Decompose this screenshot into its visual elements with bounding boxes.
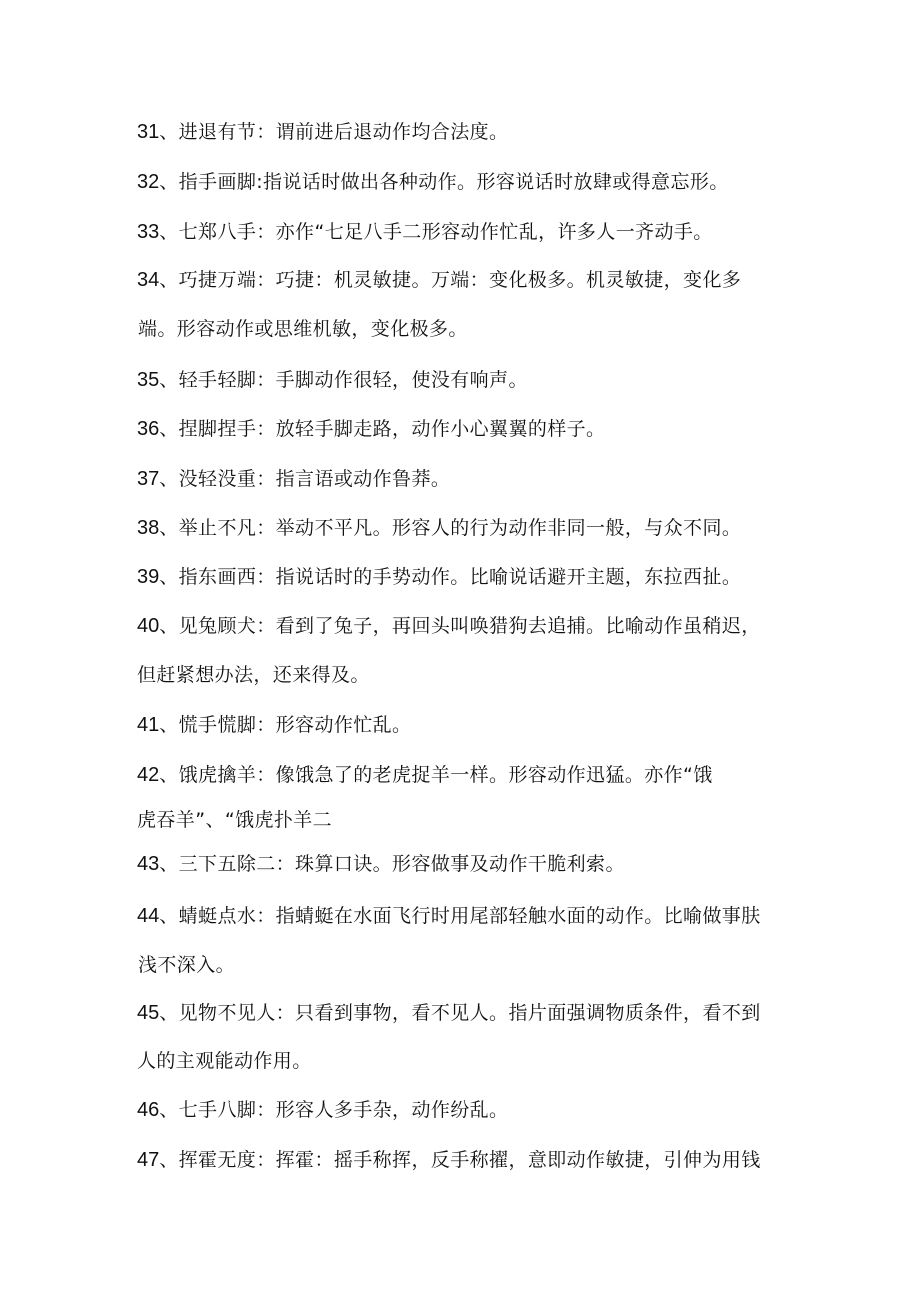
entry-37-line-1 — [137, 467, 797, 491]
entry-number: 47 — [137, 1149, 160, 1171]
entry-text: 、没轻没重：指言语或动作鲁莽。 — [159, 468, 451, 490]
entry-33-line-1 — [137, 220, 797, 244]
entry-36-line-1 — [137, 417, 797, 441]
entry-text-continued: 但赶紧想办法，还来得及。 — [137, 664, 370, 686]
entry-text: 、三下五除二：珠算口诀。形容做事及动作干脆利索。 — [159, 853, 625, 875]
entry-text: 、指手画脚:指说话时做出各种动作。形容说话时放肆或得意忘形。 — [159, 171, 729, 193]
entry-number: 33 — [137, 221, 160, 243]
entry-number: 32 — [137, 171, 160, 193]
entry-45-line-1 — [137, 1001, 797, 1025]
entry-32-line-1 — [137, 170, 797, 194]
entry-31-line-1 — [137, 120, 797, 144]
entry-text: 、进退有节：谓前进后退动作均合法度。 — [159, 121, 509, 143]
entry-number: 40 — [137, 615, 160, 637]
entry-number: 42 — [137, 764, 160, 786]
entry-number: 31 — [137, 121, 160, 143]
entry-text-continued: 虎吞羊”、“饿虎扑羊二 — [137, 809, 333, 831]
entry-text: 、七手八脚：形容人多手杂，动作纷乱。 — [159, 1099, 509, 1121]
entry-text: 、蜻蜓点水：指蜻蜓在水面飞行时用尾部轻触水面的动作。比喻做事肤 — [159, 905, 761, 927]
entry-43-line-1 — [137, 852, 797, 876]
entry-number: 37 — [137, 468, 160, 490]
entry-39-line-1 — [137, 565, 797, 589]
entry-34-line-2 — [138, 317, 798, 341]
entry-text: 、见物不见人：只看到事物，看不见人。指片面强调物质条件，看不到 — [159, 1002, 761, 1024]
entry-text: 、见兔顾犬：看到了兔子，再回头叫唤猎狗去追捕。比喻动作虽稍迟， — [159, 615, 761, 637]
entry-number: 41 — [137, 714, 160, 736]
entry-number: 45 — [137, 1002, 160, 1024]
entry-34-line-1 — [137, 268, 797, 292]
entry-number: 34 — [137, 269, 160, 291]
entry-number: 36 — [137, 418, 160, 440]
entry-number: 44 — [137, 905, 160, 927]
entry-text-continued: 人的主观能动作用。 — [137, 1050, 312, 1072]
entry-41-line-1 — [137, 713, 797, 737]
entry-42-line-2 — [137, 808, 797, 832]
entry-40-line-2 — [137, 663, 797, 687]
entry-45-line-2 — [137, 1049, 797, 1073]
entry-text: 、巧捷万端：巧捷：机灵敏捷。万端：变化极多。机灵敏捷，变化多 — [159, 269, 742, 291]
entry-42-line-1 — [137, 763, 797, 787]
entry-text: 、慌手慌脚：形容动作忙乱。 — [159, 714, 412, 736]
entry-47-line-1 — [137, 1148, 797, 1172]
entry-text: 、七郑八手：亦作“七足八手二形容动作忙乱，许多人一齐动手。 — [159, 221, 713, 243]
entry-text: 、饿虎擒羊：像饿急了的老虎捉羊一样。形容动作迅猛。亦作“饿 — [159, 764, 713, 786]
entry-number: 46 — [137, 1099, 160, 1121]
entry-44-line-2 — [138, 953, 798, 977]
entry-35-line-1 — [137, 368, 797, 392]
entry-text: 、指东画西：指说话时的手势动作。比喻说话避开主题，东拉西扯。 — [159, 566, 742, 588]
entry-text: 、挥霍无度：挥霍：摇手称挥，反手称擢，意即动作敏捷，引伸为用钱 — [159, 1149, 761, 1171]
entry-text-continued: 浅不深入。 — [138, 954, 236, 976]
entry-text: 、举止不凡：举动不平凡。形容人的行为动作非同一般，与众不同。 — [159, 517, 742, 539]
entry-text: 、轻手轻脚：手脚动作很轻，使没有响声。 — [159, 369, 528, 391]
entry-38-line-1 — [137, 516, 797, 540]
entry-46-line-1 — [137, 1098, 797, 1122]
entry-number: 39 — [137, 566, 160, 588]
entry-number: 35 — [137, 369, 160, 391]
entry-text-continued: 端。形容动作或思维机敏，变化极多。 — [138, 318, 468, 340]
entry-number: 38 — [137, 517, 160, 539]
entry-text: 、捏脚捏手：放轻手脚走路，动作小心翼翼的样子。 — [159, 418, 606, 440]
entry-44-line-1 — [137, 904, 797, 928]
entry-number: 43 — [137, 853, 160, 875]
entry-40-line-1 — [137, 614, 797, 638]
